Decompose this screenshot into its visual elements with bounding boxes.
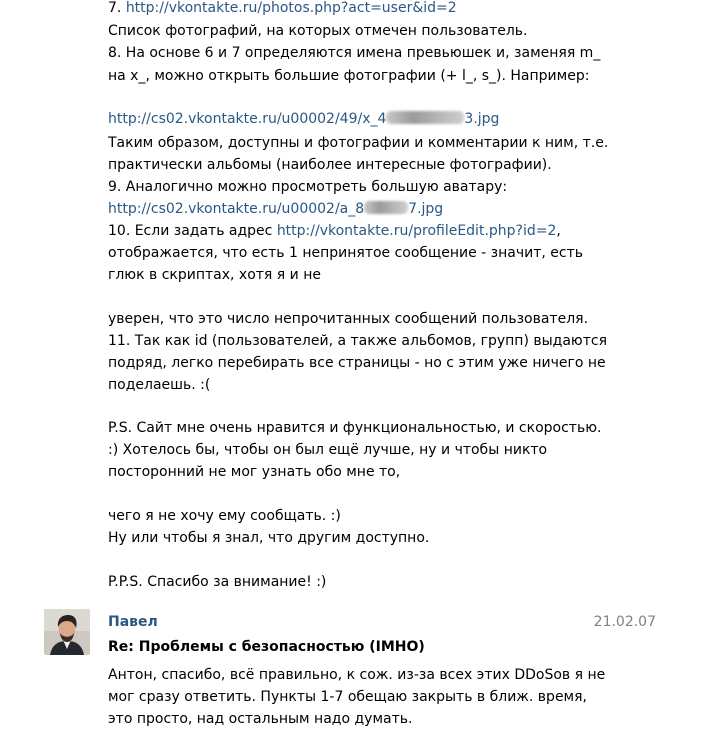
post-text-line: Таким образом, доступны и фотографии и комментарии к ним, т.е. bbox=[108, 135, 609, 151]
reply-text-line: это просто, над остальным надо думать. bbox=[108, 711, 413, 727]
photo-example-link[interactable]: http://cs02.vkontakte.ru/u00002/49/x_4 3.jpg bbox=[108, 111, 500, 127]
post-text-line: уверен, что это число непрочитанных сообщений пользователя. bbox=[108, 311, 589, 327]
post-text-line: на x_, можно открыть большие фотографии (+ l_, s_). Например: bbox=[108, 68, 590, 84]
post-divider bbox=[44, 600, 664, 601]
post-text-line: 8. На основе 6 и 7 определяются имена превьюшек и, заменяя m_ bbox=[108, 45, 601, 61]
post-text-line: :) Хотелось бы, чтобы он был ещё лучше, ну и чтобы никто bbox=[108, 442, 548, 458]
reply-text-line: Антон, спасибо, всё правильно, к сож. из-за всех этих DDoSов я не bbox=[108, 667, 606, 683]
post-text-line: чего я не хочу ему сообщать. :) bbox=[108, 508, 341, 524]
post-text-line: практически альбомы (наиболее интересные фотографии). bbox=[108, 157, 552, 173]
post-text-line: поделаешь. :( bbox=[108, 377, 211, 393]
redacted-blur bbox=[364, 201, 408, 214]
post-text-line: Ну или чтобы я знал, что другим доступно. bbox=[108, 530, 430, 546]
photos-link[interactable]: http://vkontakte.ru/photos.php?act=user&id=2 bbox=[125, 0, 457, 16]
post-text-line: посторонний не мог узнать обо мне то, bbox=[108, 464, 401, 480]
reply-text-line: мог сразу ответить. Пункты 1-7 обещаю закрыть в ближ. время, bbox=[108, 689, 587, 705]
post-subject: Re: Проблемы с безопасностью (IMHO) bbox=[108, 639, 425, 655]
author-name-link[interactable]: Павел bbox=[108, 614, 158, 630]
post-text-line: отображается, что есть 1 непринятое сообщение - значит, есть bbox=[108, 245, 583, 261]
redacted-blur bbox=[386, 111, 464, 124]
user-avatar-icon bbox=[44, 609, 90, 655]
profile-edit-link[interactable]: http://vkontakte.ru/profileEdit.php?id=2 bbox=[276, 223, 557, 239]
item-10: 10. Если задать адрес http://vkontakte.ru/profileEdit.php?id=2, bbox=[108, 223, 561, 239]
post-text-line: глюк в скриптах, хотя я и не bbox=[108, 267, 321, 283]
avatar[interactable] bbox=[44, 609, 90, 655]
avatar-example-link[interactable]: http://cs02.vkontakte.ru/u00002/a_8 7.jpg bbox=[108, 201, 444, 217]
post-text-line: 11. Так как id (пользователей, а также альбомов, групп) выдаются bbox=[108, 333, 607, 349]
post-text-line: подряд, легко перебирать все страницы - но с этим уже ничего не bbox=[108, 355, 606, 371]
post-text-line: P.S. Сайт мне очень нравится и функциональностью, и скоростью. bbox=[108, 420, 602, 436]
post-text-line: Список фотографий, на которых отмечен пользователь. bbox=[108, 23, 528, 39]
post-text-line: 9. Аналогично можно просмотреть большую аватару: bbox=[108, 179, 508, 195]
item-7: 7. http://vkontakte.ru/photos.php?act=user&id=2 bbox=[108, 0, 457, 16]
post-text-line: P.P.S. Спасибо за внимание! :) bbox=[108, 574, 327, 590]
post-date: 21.02.07 bbox=[593, 614, 656, 630]
